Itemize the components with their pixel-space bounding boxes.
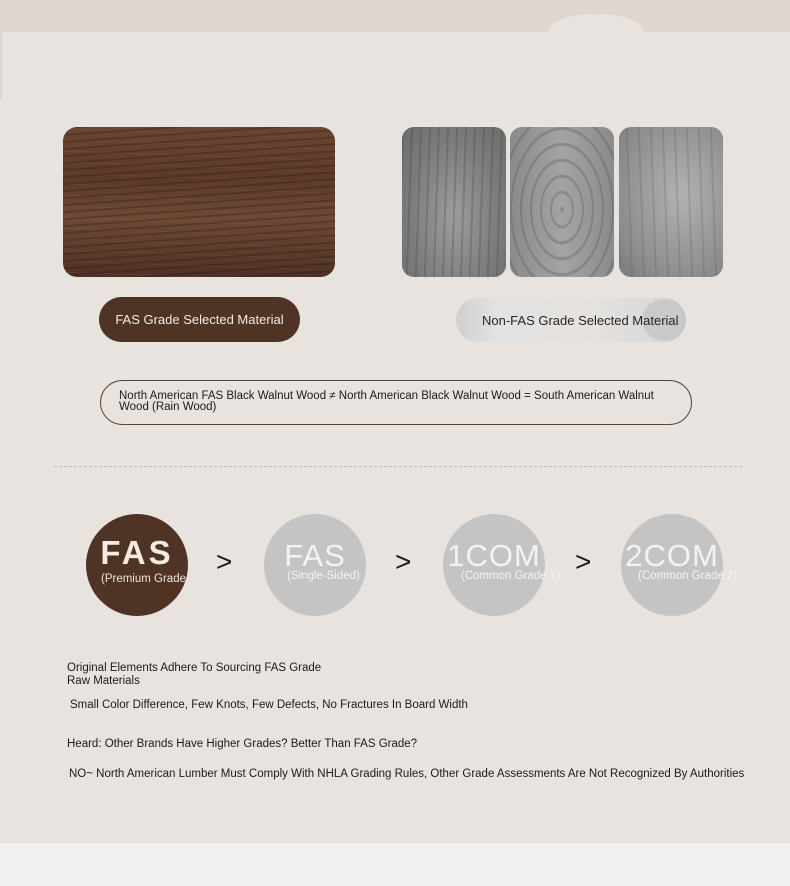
grade-circle-1com — [443, 514, 561, 616]
grade-subtitle: (Single-Sided) — [287, 570, 360, 582]
fas-grade-label-text: FAS Grade Selected Material — [115, 312, 284, 327]
non-fas-wood-sample-image-1 — [402, 127, 506, 277]
grade-code: FAS — [284, 538, 346, 573]
grade-circle-fas — [86, 514, 188, 616]
bottom-strip — [0, 843, 790, 886]
grade-subtitle: (Premium Grade — [101, 573, 186, 585]
non-fas-grade-label — [456, 298, 686, 342]
non-fas-wood-sample-image-2 — [510, 127, 614, 277]
grade-subtitle: (Common Grade 2) — [638, 570, 738, 582]
note-line-3: Heard: Other Brands Have Higher Grades? Better Than FAS Grade? — [67, 738, 418, 750]
note-line-1b: Raw Materials — [67, 675, 140, 687]
top-band — [0, 0, 790, 32]
non-fas-grade-label-text: Non-FAS Grade Selected Material — [482, 312, 679, 328]
dashed-divider — [54, 466, 742, 467]
grade-code: FAS — [100, 534, 174, 571]
walnut-statement-text: North American FAS Black Walnut Wood ≠ North American Black Walnut Wood = South American Walnut Wood (Rain Wood) — [119, 390, 654, 413]
note-line-2: Small Color Difference, Few Knots, Few Defects, No Fractures In Board Width — [70, 699, 468, 711]
walnut-statement-box — [100, 380, 692, 425]
greater-than-separator: > — [216, 546, 233, 577]
greater-than-separator: > — [575, 546, 592, 577]
top-decoration — [548, 14, 644, 50]
edge-decoration — [0, 32, 2, 100]
fas-grade-label — [99, 297, 300, 342]
grade-subtitle: (Common Grade 1) — [461, 570, 561, 582]
greater-than-separator: > — [395, 546, 412, 577]
grade-circle-2com — [621, 514, 738, 616]
grade-circle-fas-single-sided — [264, 514, 366, 616]
note-line-4: NO~ North American Lumber Must Comply With NHLA Grading Rules, Other Grade Assessments Are Not Recognized By Authorities — [69, 768, 745, 780]
grade-code: 1COM — [447, 538, 541, 573]
non-fas-wood-sample-image-3 — [619, 127, 723, 277]
note-line-1a: Original Elements Adhere To Sourcing FAS Grade — [67, 662, 322, 674]
fas-wood-sample-image — [63, 127, 335, 277]
grade-code: 2COM — [625, 538, 719, 573]
